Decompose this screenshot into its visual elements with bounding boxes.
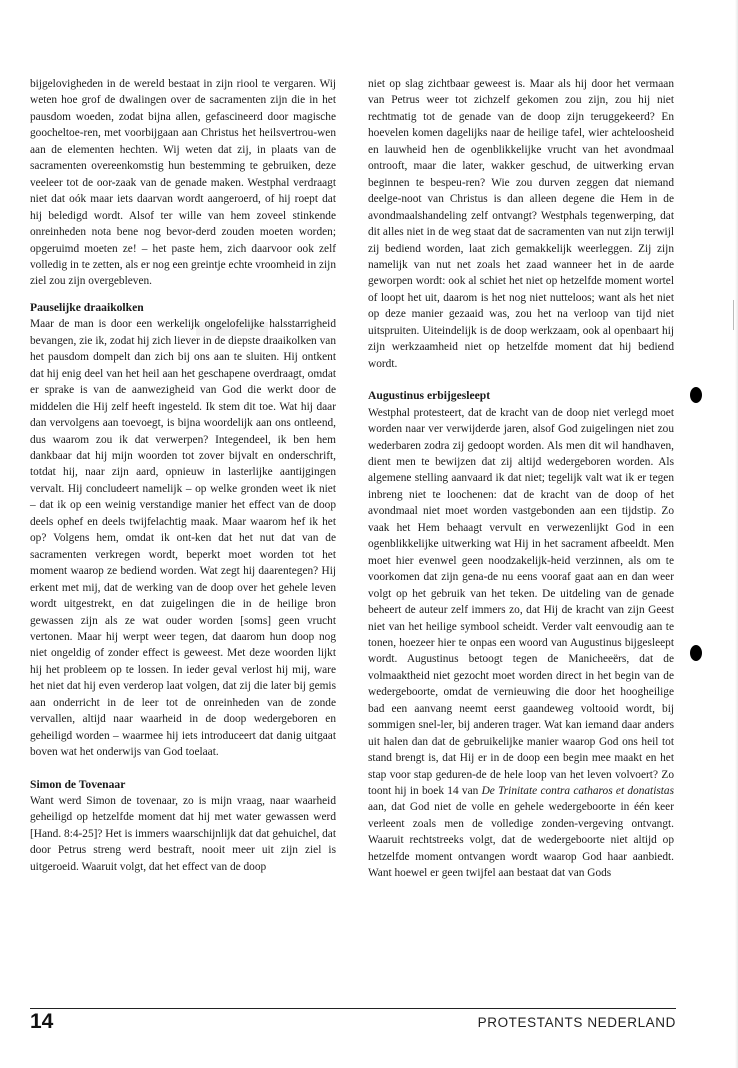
paragraph-text: Westphal protesteert, dat de kracht van de doop niet verlegd moet worden naar ver verwijderde jaren, alsof God zuigelingen niet zou wederbaren zodra zij gedoopt worden. Als men dit wil handhaven, dient men te bewijzen dat zij altijd wedergeboren worden. Als algemene stelling aanvaard ik dat niet; tegelijk valt wat ik er tegen inbreng niet te loochenen: dat de kracht van de doop of het avondmaal niet moet worden vastgebonden aan een tijdstip. Zo vaak het Hem behaagt vervult en verwezenlijkt God in een ogenblikkelijke uitwerking wat Hij in het sacrament afbeeldt. Men moet hier evenwel geen noodzakelijk-heid verzinnen, als om te voorkomen dat zijn gena-de nu eens vooraf gaat aan en dan weer volgt op het gebruik van het teken. De uitdeling van de genade beheert de auteur zelf immers zo, dat Hij de kracht van zijn Geest niet van het heilige symbool scheidt. Verder valt eenvoudig aan te tonen, hoezeer hier te onpas een woord van Augustinus bijgesleept wordt. Augustinus betoogt tegen de Manicheeërs, dat de volmaaktheid niet gezocht moet worden direct in het begin van de wedergeboorte, omdat de vernieuwing die door het hoogheilige bad een aanvang neemt eerst gaandeweg voltooid wordt, bij sommigen snel-ler, bij anderen trager. Wat kan iemand daar anders uit halen dan dat de gebruikelijke manier waarop God ons heil tot stand brengt is, dat Hij er in de doop een begin mee maakt en het stap voor stap geduren-de de hele loop van het leven volvoert? Zo toont hij in boek 14 van [368, 406, 674, 798]
paragraph-text: aan, dat God niet de volle en gehele wedergeboorte in één keer verleent zoals men de volledige zonden-vergeving ontvangt. Waaruit rechtstreeks volgt, dat de wedergeboorte niet altijd op hetzelfde moment ontvangen wordt waarop God haar aanbiedt. Want hoewel er geen twijfel aan bestaat dat van Gods [368, 801, 674, 880]
left-column [30, 76, 336, 875]
right-column [368, 76, 674, 882]
paragraph [368, 405, 674, 882]
section-heading: Augustinus erbijgesleept [368, 389, 491, 403]
page-number: 14 [30, 1010, 54, 1033]
paragraph: bijgelovigheden in de wereld bestaat in zijn riool te vergaren. Wij weten hoe grof de dwalingen over de sacramenten zijn die in het pausdom woeden, zodat bijna allen, gefascineerd door magische goocheltoe-ren, met voorbijgaan aan Christus het heilsvertrou-wen aan de elementen hechten. Wij weten dat zij, in plaats van de sacramenten overeenkomstig hun bestemming te gebruiken, deze veeleer tot de oor-zaak van de genade maken. Westphal verdraagt niet dat oók maar iets daarvan wordt aangeroerd, of hij roept dat hij beledigd wordt. Alsof ter wille van hem zoveel stinkende onreinheden nota bene nog bevor-derd zouden moeten worden; opgeruimd moeten ze! – het paste hem, zich daarvoor ook zelf volledig in te zetten, als er nog een greintje echte vroomheid in zijn ziel zou zijn overgebleven. [30, 78, 336, 288]
paragraph: Maar de man is door een werkelijk ongelofelijke halsstarrigheid bevangen, zie ik, zodat hij zich liever in de diepste draaikolken van het pausdom dompelt dan zich bij ons aan te sluiten. Hij ontkent dat hij enig deel van het heil aan het geschapene overdraagt, omdat er sprake is van de aanwezigheid van God die werkt door de middelen die Hij zelf heeft ingesteld. Ik stem dit toe. Wat hij daar dan vervolgens aan toevoegt, is bijna woordelijk aan ons ontleend, dus waarom zou ik dat verwerpen? Integendeel, ik ben hem dankbaar dat hij mijn woorden tot zover bijvalt en onderschrift, totdat hij, naar zijn aard, opnieuw in lasterlijke aantijgingen vervalt. Hij concludeert namelijk – op welke gronden weet ik niet – dat ik op een weinig verstandige manier het effect van de doop deels ophef en deels twijfelachtig maak. Maar waarom hef ik het op? Volgens hem, omdat ik ont-ken dat het nut dat van de sacramenten verkregen wordt, beperkt moet worden tot het moment waarop ze bediend worden. Wat zegt hij daarentegen? Hij erkent met mij, dat de werking van de doop over het gehele leven wordt uitgestrekt, en dat zuigelingen die in de heilige bron gewassen zijn als ze wat ouder worden [soms] geen vrucht vertonen. Maar hij werpt weer tegen, dat daarom hun doop nog niet ongeldig of zonder effect is geweest. Met deze woorden lijkt hij het probleem op te lossen. In ieder geval verlost hij mij, ware het niet dat hij even verderop laat volgen, dat zij die later bij gemis aan onderricht in de leer tot de onreinheden van de zonde vervallen, altijd naar waarheid in de doop wedergeboren en geheiligd worden – waarmee hij iets introduceert dat danig uitgaat boven wat het onderwijs van God toelaat. [30, 318, 336, 759]
punch-hole-icon [690, 387, 702, 403]
publication-name: PROTESTANTS NEDERLAND [477, 1015, 676, 1030]
paragraph: Want werd Simon de tovenaar, zo is mijn vraag, naar waarheid geheiligd op hetzelfde moment dat hij met water gewassen werd [Hand. 8:4-25]? Het is immers waarschijnlijk dat dat gehuichel, dat door Petrus streng werd bestraft, nooit meer uit zijn ziel is uitgeroeid. Waaruit volgt, dat het effect van de doop [30, 795, 336, 873]
book-title: De Trinitate contra catharos et donatistas [481, 785, 675, 798]
section-heading: Pauselijke draaikolken [30, 300, 144, 314]
section-heading: Simon de Tovenaar [30, 777, 126, 791]
paragraph: niet op slag zichtbaar geweest is. Maar als hij door het vermaan van Petrus weer tot zichzelf gekomen zou zijn, zou hij niet rechtmatig tot de genade van de doop zijn teruggekeerd? En hoevelen komen dagelijks naar de heilige tafel, wier achteloosheid en lauwheid hen de ogenblikkelijke vrucht van het avondmaal ontrooft, maar die later, wakker geschud, de uitwerking ervan beginnen te bespeu-ren? Wie zou durven zeggen dat niemand deelge-noot van Christus is dan alleen degene die Hem in de avondmaalshandeling zelf ontvangt? Westphals tegenwerping, dat dit alles niet in de weg staat dat de sacramenten van nut zijn terwijl zij bediend worden, laat zich gemakkelijk weerleggen. Zij zijn namelijk van nut net zoals het zaad wanneer het in de aarde geworpen wordt: ook al schiet het niet op hetzelfde moment wortel of loopt het uit, daarom is het nog niet nutteloos; want als het niet op deze manier gezaaid was, zou het na verloop van tijd niet uitspruiten. Uiteindelijk is de doop werkzaam, ook al openbaart hij zijn werkzaamheid niet op hetzelfde moment dat hij bediend wordt. [368, 78, 674, 370]
page-edge-mark [733, 300, 734, 330]
footer-rule [30, 1008, 676, 1009]
punch-hole-icon [690, 645, 702, 661]
